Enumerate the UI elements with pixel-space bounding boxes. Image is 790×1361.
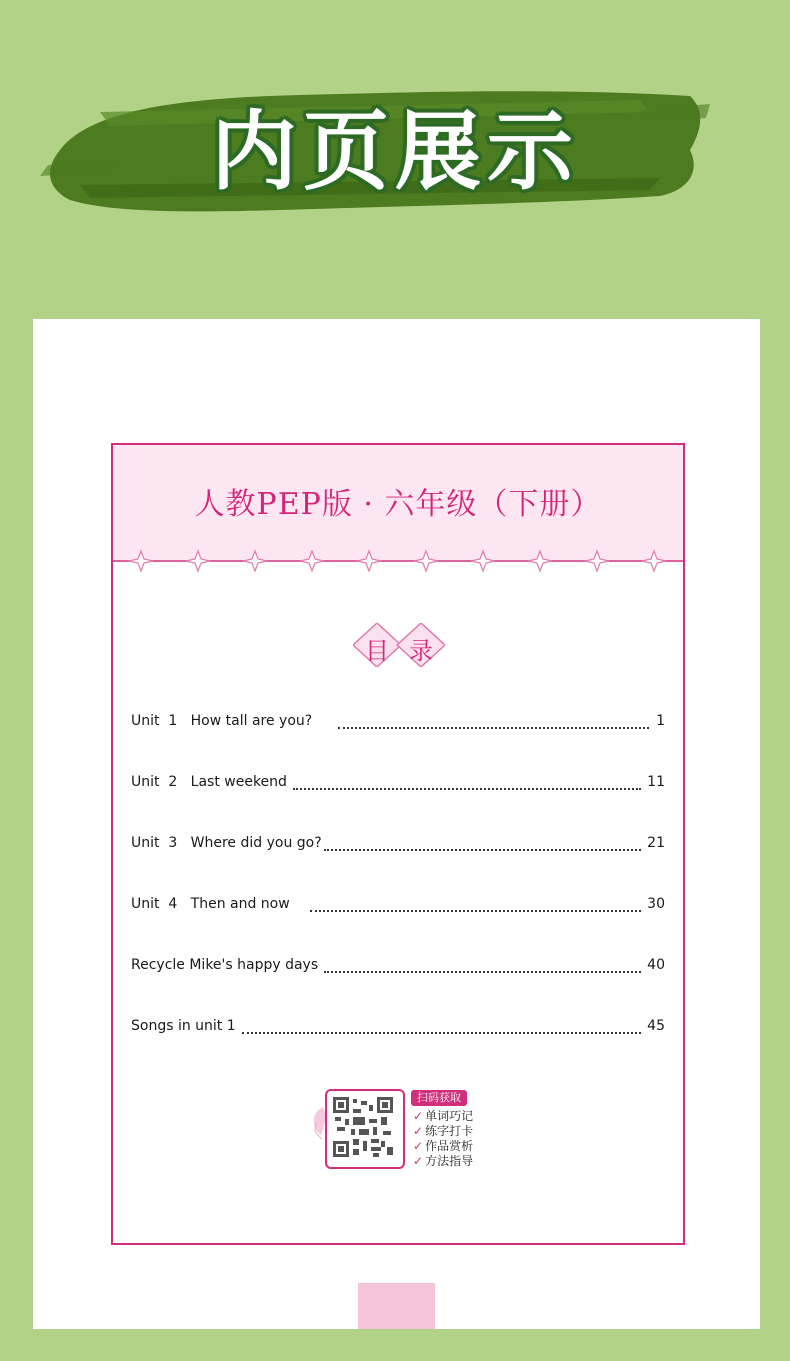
qr-feature-item: ✓ 练字打卡 — [413, 1124, 474, 1138]
toc-entry-title: Unit 3 Where did you go? — [131, 835, 322, 851]
contents-heading-char: 目 — [365, 637, 389, 665]
toc-entry[interactable] — [131, 1018, 665, 1042]
contents-heading-char: 录 — [409, 637, 433, 665]
star-divider — [113, 549, 683, 573]
qr-scan-tag: 扫码获取 — [411, 1090, 467, 1106]
toc-entry-page: 45 — [647, 1018, 665, 1034]
toc-entry-page: 11 — [647, 774, 665, 790]
toc-leader — [310, 908, 641, 912]
qr-code-image — [333, 1097, 393, 1157]
toc-entry[interactable] — [131, 957, 665, 981]
qr-feature-item: ✓ 方法指导 — [413, 1154, 474, 1168]
book-title: 人教PEP版 · 六年级（下册） — [194, 487, 602, 522]
check-icon: ✓ — [413, 1154, 424, 1168]
toc-leader — [338, 725, 649, 729]
toc-entry-page: 21 — [647, 835, 665, 851]
toc-entry-title: Recycle Mike's happy days — [131, 957, 319, 973]
toc-entry[interactable] — [131, 896, 665, 920]
check-icon: ✓ — [413, 1139, 424, 1153]
banner — [0, 0, 790, 300]
toc-entry[interactable] — [131, 713, 665, 737]
pink-footer-block — [358, 1283, 435, 1329]
toc-entry-title: Songs in unit 1 — [131, 1018, 236, 1034]
toc-entry-title: Unit 4 Then and now — [131, 896, 290, 912]
book-contents-page — [111, 443, 685, 1245]
toc-entry[interactable] — [131, 835, 665, 859]
toc-entry[interactable] — [131, 774, 665, 798]
toc-leader — [293, 786, 641, 790]
qr-code[interactable] — [325, 1089, 405, 1169]
qr-feature-item: ✓ 单词巧记 — [413, 1109, 474, 1123]
check-icon: ✓ — [413, 1124, 424, 1138]
toc-entry-title: Unit 1 How tall are you? — [131, 713, 313, 729]
toc-leader — [242, 1030, 642, 1034]
page-sheet — [33, 319, 760, 1329]
check-icon: ✓ — [413, 1109, 424, 1123]
toc-entry-page: 1 — [656, 713, 665, 729]
toc-entry-page: 40 — [647, 957, 665, 973]
banner-title: 内页展示 — [211, 102, 579, 202]
toc-entry-page: 30 — [647, 896, 665, 912]
toc-leader — [324, 969, 641, 973]
toc-leader — [324, 847, 642, 851]
toc-entry-title: Unit 2 Last weekend — [131, 774, 287, 790]
book-header — [113, 445, 683, 560]
contents-heading — [353, 623, 445, 667]
qr-feature-list — [413, 1109, 473, 1169]
qr-feature-item: ✓ 作品赏析 — [413, 1139, 474, 1153]
